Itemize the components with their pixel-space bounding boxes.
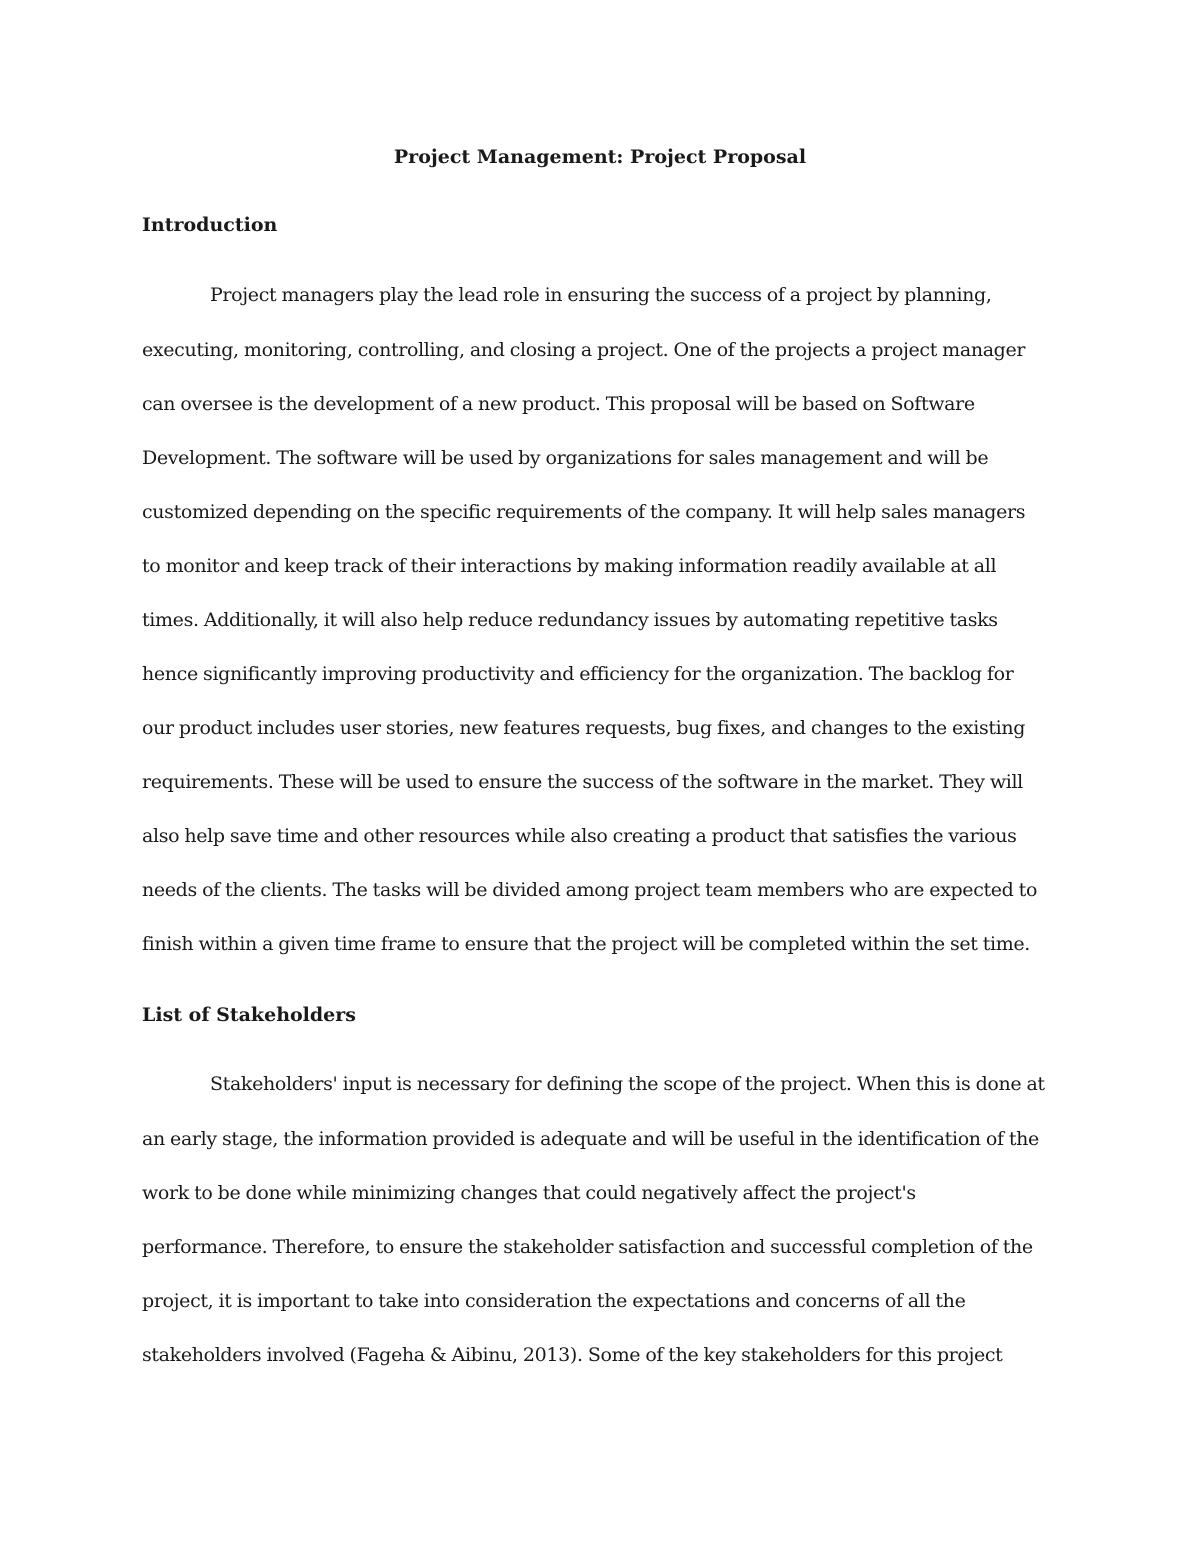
- paragraph-line: our product includes user stories, new features requests, bug fixes, and changes to the existing: [142, 717, 1026, 739]
- paragraph-line: Stakeholders' input is necessary for defining the scope of the project. When this is done at: [210, 1073, 1045, 1095]
- document-title: Project Management: Project Proposal: [393, 146, 807, 168]
- paragraph-line: hence significantly improving productivity and efficiency for the organization. The backlog for: [142, 663, 1014, 685]
- paragraph-line: can oversee is the development of a new product. This proposal will be based on Software: [142, 393, 975, 415]
- paragraph-line: work to be done while minimizing changes that could negatively affect the project's: [142, 1182, 916, 1204]
- section-heading-introduction: Introduction: [142, 214, 278, 236]
- paragraph-line: Development. The software will be used by organizations for sales management and will be: [142, 447, 989, 469]
- paragraph-line: Project managers play the lead role in ensuring the success of a project by planning,: [210, 284, 992, 306]
- paragraph-line: requirements. These will be used to ensure the success of the software in the market. They will: [142, 771, 1023, 793]
- paragraph-line: times. Additionally, it will also help reduce redundancy issues by automating repetitive tasks: [142, 609, 998, 631]
- paragraph-line: customized depending on the specific requirements of the company. It will help sales managers: [142, 501, 1026, 523]
- paragraph-line: project, it is important to take into consideration the expectations and concerns of all the: [142, 1290, 966, 1312]
- paragraph-line: stakeholders involved (Fageha & Aibinu, 2013). Some of the key stakeholders for this project: [142, 1344, 1003, 1366]
- paragraph-line: needs of the clients. The tasks will be divided among project team members who are expected to: [142, 879, 1038, 901]
- paragraph-line: an early stage, the information provided is adequate and will be useful in the identification of the: [142, 1128, 1039, 1150]
- paragraph-line: performance. Therefore, to ensure the stakeholder satisfaction and successful completion of the: [142, 1236, 1033, 1258]
- paragraph-line: finish within a given time frame to ensure that the project will be completed within the set time.: [142, 933, 1030, 955]
- section-heading-list-of-stakeholders: List of Stakeholders: [142, 1004, 356, 1026]
- paragraph-line: to monitor and keep track of their interactions by making information readily available at all: [142, 555, 997, 577]
- paragraph-line: executing, monitoring, controlling, and closing a project. One of the projects a project manager: [142, 339, 1026, 361]
- paragraph-line: also help save time and other resources while also creating a product that satisfies the various: [142, 825, 1017, 847]
